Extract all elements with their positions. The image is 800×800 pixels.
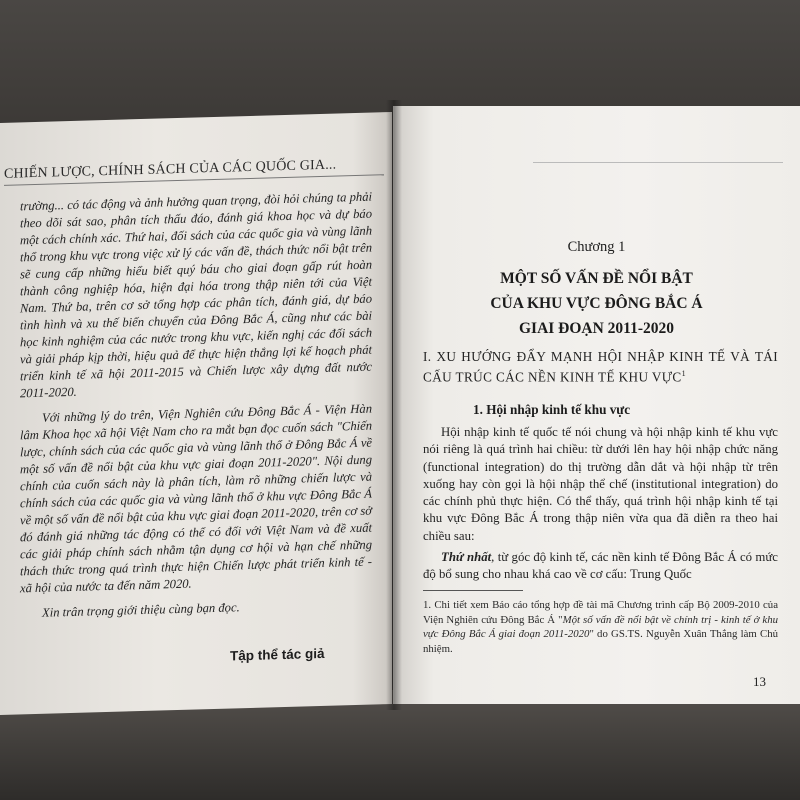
chapter-title-line-2: CỦA KHU VỰC ĐÔNG BẮC Á [490,295,703,312]
paragraph-lead: Thứ nhất [441,550,492,565]
right-page [393,106,800,704]
book-gutter [386,100,402,710]
footnote-suffix: " do GS.TS. Nguyễn Xuân Thắng làm Chủ nhiệm. [423,628,778,655]
author-signature: Tập thể tác giả [230,645,325,664]
footnote-prefix: 1. Chi tiết xem Báo cáo tổng hợp đề tài mã Chương trình cấp Bộ 2009-2010 của Viện Nghiên cứu Đông Bắc Á " [423,599,778,626]
left-page-body [20,189,372,631]
right-paragraph-1: Hội nhập kinh tế quốc tế nói chung và hội nhập kinh tế khu vực nói riêng là quá trình hai chiều: từ dưới lên hay hội nhập chức năng (functional integration) do thị trường dẫn dắt và hội nhập từ trên xuống hay còn gọi là hội nhập thể chế (institutional integration) do các chính phủ thực hiện. Có thể thấy, quá trình hội nhập kinh tế tại khu vực Đông Bắc Á trong thập niên vừa qua đã diễn ra theo hai chiều sau: [423,425,778,543]
right-page-body [423,424,778,588]
footnote-marker: 1 [681,369,686,378]
footnote-divider [423,590,523,591]
left-paragraph-2: Với những lý do trên, Viện Nghiên cứu Đông Bắc Á - Viện Hàn lâm Khoa học xã hội Việt Nam cho ra mắt bạn đọc cuốn sách "Chiến lược, chính sách của các quốc gia và vùng lãnh thổ ở Đông Bắc Á về một số vấn đề nổi bật của khu vực giai đoạn 2011-2020". Nội dung chính của cuốn sách này là phân tích, làm rõ những chiến lược và chính sách của các quốc gia và vùng lãnh thổ ở khu vực Đông Bắc Á về một số vấn đề nổi bật của khu vực giai đoạn 2011-2020, trên cơ sở đó đánh giá những tác động có thể có đối với Việt Nam và đề xuất các giải pháp chính sách nhằm tận dụng cơ hội và hạn chế những thách thức trong quá trình thực hiện Chiến lược phát triển kinh tế - xã hội của nước ta đến năm 2020. [20,401,372,596]
left-page [0,112,392,715]
subsection-heading: 1. Hội nhập kinh tế khu vực [473,402,631,417]
chapter-title [393,266,800,341]
chapter-label: Chương 1 [567,239,626,255]
left-paragraph-1: trường... có tác động và ảnh hưởng quan trọng, đòi hỏi chúng ta phải theo dõi sát sao, phân tích thấu đáo, đánh giá khoa học và dự báo một cách chính xác. Thứ hai, đối sách của các quốc gia và vùng lãnh thổ trong khu vực trong việc xử lý các vấn đề, thách thức nổi bật trên sẽ cung cấp những hiểu biết quý báu cho giai đoạn gấp rút hoàn thành công nghiệp hóa, hiện đại hóa trong thập niên tới của Việt Nam. Thứ ba, trên cơ sở tổng hợp các phân tích, đánh giá, dự báo tình hình và xu thế biến chuyển của Đông Bắc Á, cũng như các bài học kinh nghiệm của các nước trong khu vực, kiến nghị các đối sách và giải pháp kịp thời, hiệu quả để thực hiện thắng lợi kế hoạch phát triển kinh tế xã hội 2011-2015 và Chiến lược xây dựng đất nước 2011-2020. [20,189,372,401]
right-paragraph-2 [423,549,778,584]
chapter-title-line-3: GIAI ĐOẠN 2011-2020 [518,320,674,337]
footnote-italic-title: Một số vấn đề nổi bật về chính trị - kinh tế ở khu vực Đông Bắc Á giai đoạn 2011-2020 [423,613,779,640]
section-heading [423,348,778,385]
chapter-title-line-1: MỘT SỐ VẤN ĐỀ NỔI BẬT [500,270,693,287]
left-running-head: CHIẾN LƯỢC, CHÍNH SÁCH CỦA CÁC QUỐC GIA... [4,156,384,186]
section-heading-text: I. XU HƯỚNG ĐẨY MẠNH HỘI NHẬP KINH TẾ VÀ TÁI CẤU TRÚC CÁC NỀN KINH TẾ KHU VỰC [423,349,778,385]
footnote [423,598,778,656]
right-running-head-rule [533,148,783,163]
left-paragraph-3: Xin trân trọng giới thiệu cùng bạn đọc. [42,600,240,620]
paragraph-2-rest: , từ góc độ kinh tế, các nền kinh tế Đông Bắc Á có mức độ bổ sung cho nhau khá cao về cơ cấu: Trung Quốc [423,550,778,582]
page-number: 13 [753,674,766,689]
